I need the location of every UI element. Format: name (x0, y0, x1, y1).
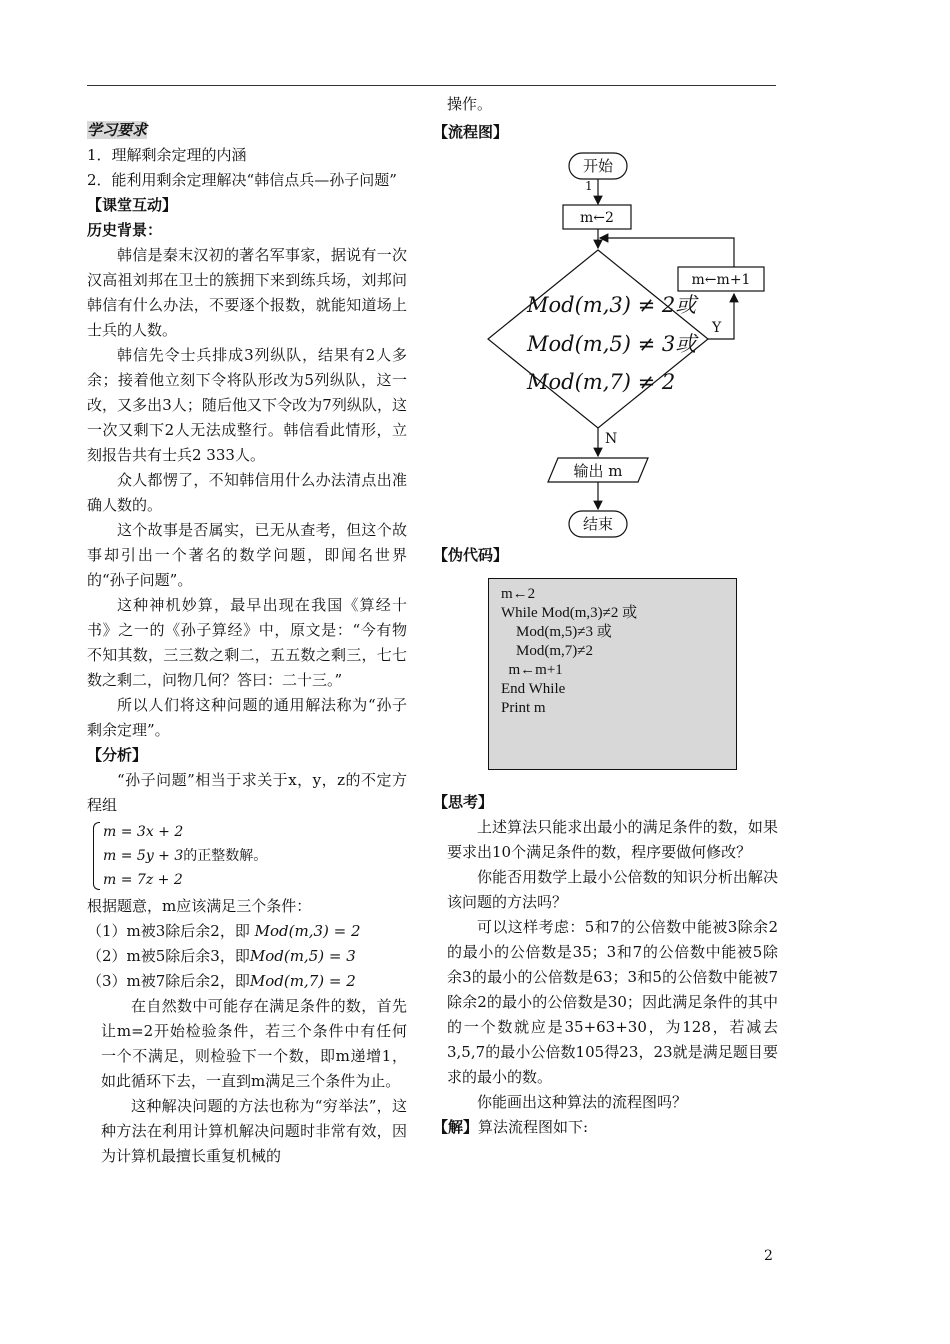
analysis-heading: 【分析】 (87, 746, 148, 764)
flow-marker: 1 (585, 179, 593, 193)
equation-suffix: 的正整数解。 (183, 848, 268, 864)
equation: m = 7z + 2 (103, 872, 183, 888)
equation (103, 844, 407, 868)
continuation-text: 操作。 (447, 95, 493, 113)
condition-row (87, 969, 407, 994)
code-line: Print m (501, 700, 546, 716)
history-paragraph: 所以人们将这种问题的通用解法称为“孙子剩余定理”。 (87, 696, 407, 739)
study-item: 2．能利用剩余定理解决“韩信点兵—孙子问题” (87, 171, 397, 189)
history-paragraph: 众人都愣了，不知韩信用什么办法清点出准确人数的。 (87, 471, 407, 514)
analysis-intro: “孙子问题”相当于求关于x，y，z的不定方程组 (87, 771, 407, 814)
history-paragraph: 韩信先令士兵排成3列纵队，结果有2人多余；接着他立刻下令将队形改为5列纵队，这一改，又多出3人；随后他又下令改为7列纵队，这一次又剩下2人无法成整行。韩信看此情形，立刻报告共有士兵2 333人。 (87, 346, 407, 464)
equation-expr: m = 5y + 3 (103, 848, 184, 864)
study-item: 1．理解剩余定理的内涵 (87, 146, 247, 164)
page-number: 2 (764, 1248, 773, 1264)
flowchart-heading: 【流程图】 (433, 123, 509, 141)
end-label: 结束 (582, 515, 614, 533)
left-column (87, 118, 407, 1169)
think-paragraph: 你能画出这种算法的流程图吗？ (477, 1093, 688, 1111)
increment-label: m←m+1 (691, 272, 751, 288)
solution-text: 算法流程图如下: (478, 1118, 589, 1136)
condition-expr: Mod(m,7) = 2 (249, 972, 356, 990)
classroom-heading: 【课堂互动】 (87, 196, 178, 214)
conditions-intro: 根据题意，m应该满足三个条件： (87, 897, 312, 915)
brace (93, 822, 100, 890)
code-line: End While (501, 681, 566, 697)
history-heading: 历史背景： (87, 221, 163, 239)
pseudocode-heading: 【伪代码】 (433, 546, 509, 564)
code-line: m←m+1 (501, 662, 563, 678)
think-paragraph: 可以这样考虑：5和7的公倍数中能被3除余2的最小的公倍数是35；3和7的公倍数中能被5除余3的最小的公倍数是63；3和5的公倍数中能被7除余2的最小的公倍数是30；因此满足条件的其中的一个数就应是35+63+30，为128，若减去3,5,7的最小公倍数105得23，23就是满足题目要求的最小的数。 (447, 918, 778, 1086)
condition-row (87, 919, 407, 944)
no-label: N (605, 431, 618, 447)
code-line: Mod(m,7)≠2 (501, 643, 593, 659)
pseudocode-heading-wrap (433, 543, 778, 568)
condition-label: （2）m被5除后余3，即 (87, 947, 250, 965)
condition-row (87, 944, 407, 969)
history-paragraph: 这种神机妙算，最早出现在我国《算经十书》之一的《孙子算经》中，原文是：“今有物不知其数，三三数之剩二，五五数之剩三，七七数之剩二，问物几何？答曰：二十三。” (87, 596, 407, 689)
think-heading: 【思考】 (433, 793, 494, 811)
yes-label: Y (712, 320, 722, 336)
output-label: 输出 m (573, 462, 623, 480)
init-label: m←2 (580, 210, 614, 226)
start-label: 开始 (582, 157, 614, 175)
flowchart (480, 140, 780, 550)
code-line: While Mod(m,3)≠2 或 (501, 605, 638, 621)
condition-expr: Mod(m,5) = 3 (249, 947, 356, 965)
condition-line: Mod(m,5) ≠ 3或 (527, 332, 697, 356)
condition-expr: Mod(m,3) = 2 (254, 922, 361, 940)
top-rule (87, 85, 776, 86)
code-line: Mod(m,5)≠3 或 (501, 624, 612, 640)
think-paragraph: 你能否用数学上最小公倍数的知识分析出解决该问题的方法吗？ (447, 868, 778, 911)
solution-label: 【解】 (433, 1118, 479, 1136)
method-paragraph: 在自然数中可能存在满足条件的数，首先让m=2开始检验条件，若三个条件中有任何一个不满足，则检验下一个数，即m递增1，如此循环下去，一直到m满足三个条件为止。 (101, 997, 407, 1090)
history-paragraph: 韩信是秦末汉初的著名军事家，据说有一次汉高祖刘邦在卫士的簇拥下来到练兵场，刘邦问韩信有什么办法，不要逐个报数，就能知道场上士兵的人数。 (87, 246, 407, 339)
condition-line: Mod(m,7) ≠ 2 (527, 370, 676, 394)
solution-line (433, 1115, 778, 1140)
condition-label: （3）m被7除后余2，即 (87, 972, 250, 990)
condition-label: （1）m被3除后余2，即 (87, 922, 250, 940)
pseudocode-box (488, 578, 737, 770)
study-heading: 学习要求 (87, 121, 148, 139)
loop-back-path (600, 238, 734, 267)
equation: m = 3x + 2 (103, 824, 184, 840)
condition-line: Mod(m,3) ≠ 2或 (527, 293, 697, 317)
equation-system (93, 820, 407, 892)
history-paragraph: 这个故事是否属实，已无从查考，但这个故事却引出一个著名的数学问题，即闻名世界的“孙子问题”。 (87, 521, 407, 589)
method-paragraph: 这种解决问题的方法也称为“穷举法”，这种方法在利用计算机解决问题时非常有效，因为计算机最擅长重复机械的 (101, 1097, 407, 1165)
code-line: m←2 (501, 586, 536, 602)
think-body (433, 815, 778, 1115)
think-paragraph: 上述算法只能求出最小的满足条件的数，如果要求出10个满足条件的数，程序要做何修改？ (447, 818, 778, 861)
think-section (433, 790, 778, 1140)
